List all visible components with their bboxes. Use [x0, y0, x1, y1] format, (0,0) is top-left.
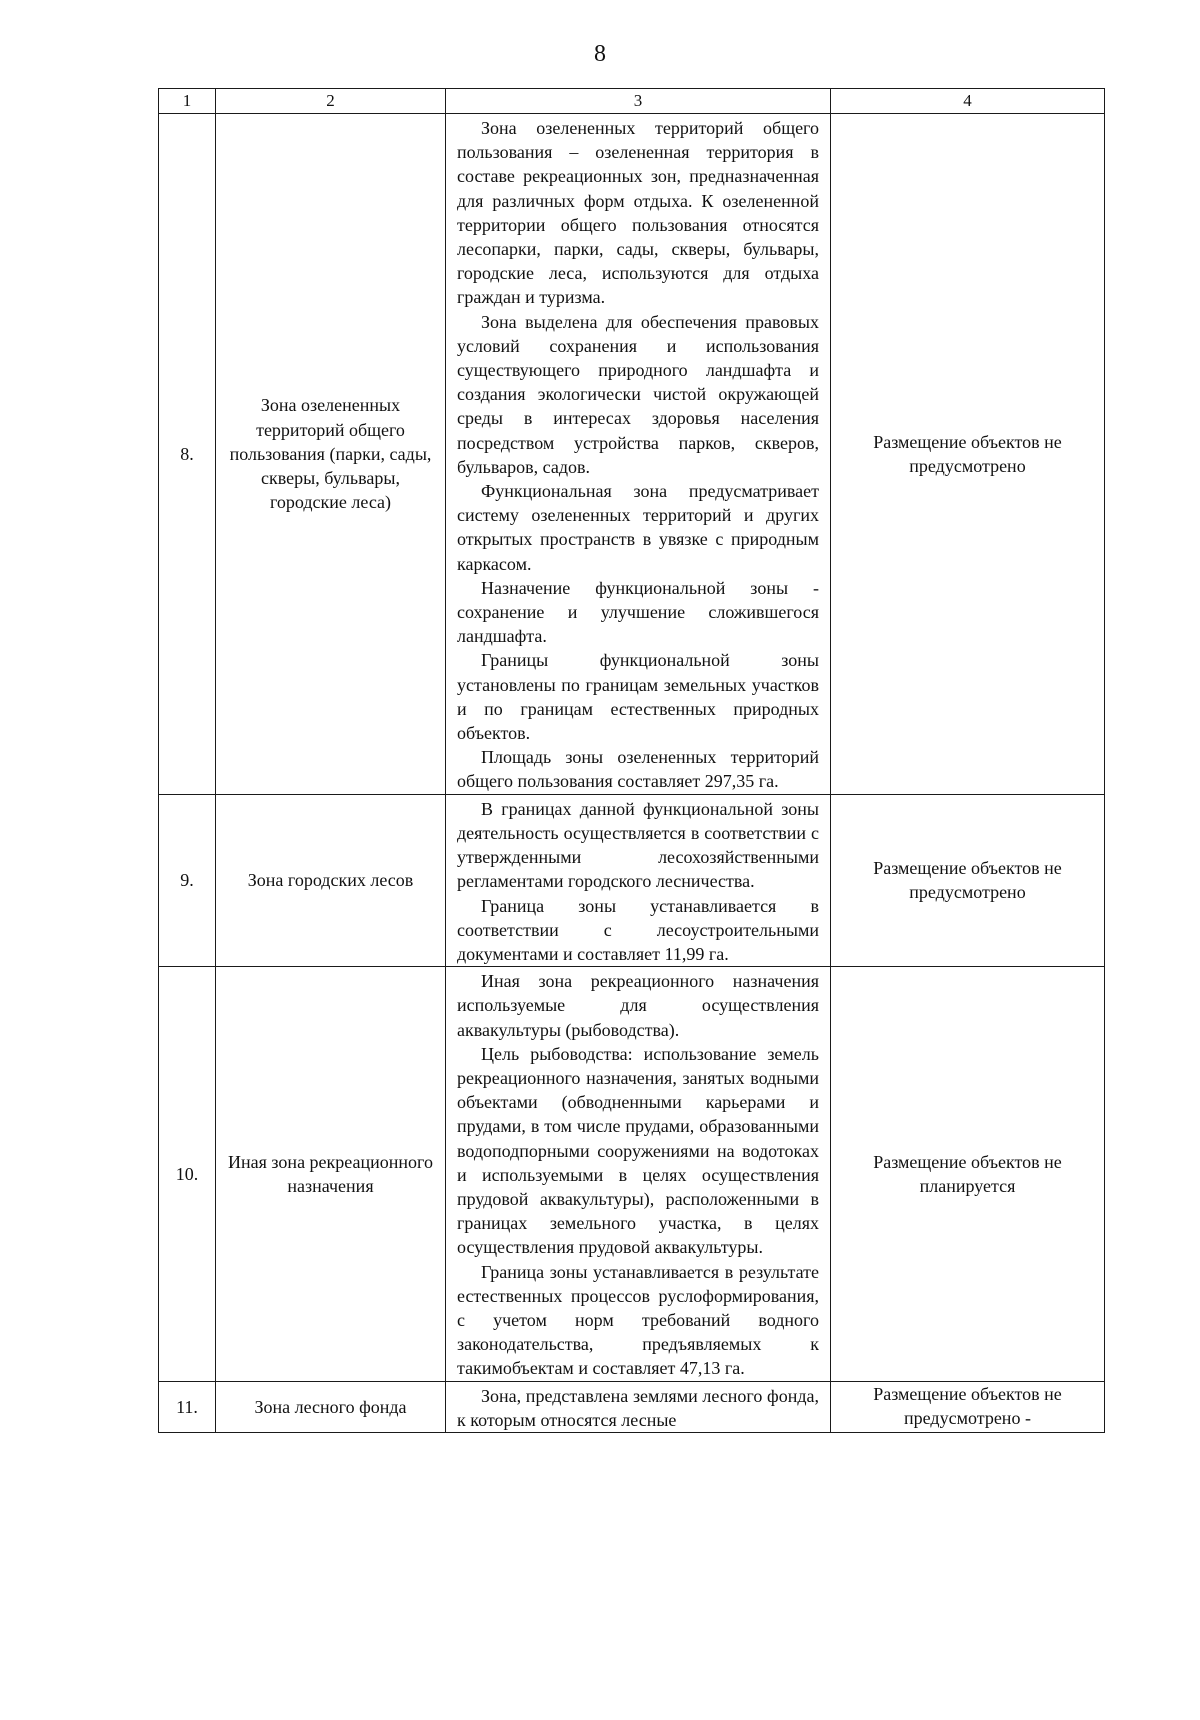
description-paragraph: Цель рыбоводства: использование земель рекреационного назначения, занятых водными объектами (обводненными карьерами и прудами, в том числе прудами, образованными водоподпорными сооружениями на водотоках и используемыми в целях осуществления прудовой аквакультуры), расположенными в границах земельного участка, в целях осуществления прудовой аквакультуры. — [457, 1043, 819, 1258]
column-header: 2 — [216, 89, 446, 114]
description-paragraph: Иная зона рекреационного назначения используемые для осуществления аквакультуры (рыбоводства). — [457, 971, 819, 1040]
row-number: 11. — [159, 1381, 216, 1432]
row-number: 8. — [159, 114, 216, 795]
row-number: 10. — [159, 967, 216, 1381]
description-paragraph: Границы функциональной зоны установлены по границам земельных участков и по границам естественных природных объектов. — [457, 650, 819, 744]
description-paragraph: Функциональная зона предусматривает систему озелененных территорий и других открытых пространств в увязке с природным каркасом. — [457, 481, 819, 574]
table-row — [159, 114, 1105, 795]
description-paragraph: Граница зоны устанавливается в соответствии с лесоустроительными документами и составляет 11,99 га. — [457, 895, 819, 964]
table-header-row — [159, 89, 1105, 114]
column-header: 4 — [831, 89, 1105, 114]
zone-description — [446, 1381, 831, 1432]
zone-description — [446, 967, 831, 1381]
zone-name: Зона лесного фонда — [216, 1381, 446, 1432]
column-header: 3 — [446, 89, 831, 114]
zone-name: Иная зона рекреационного назначения — [216, 967, 446, 1381]
objects-placement: Размещение объектов не предусмотрено - — [831, 1381, 1105, 1432]
page-number: 8 — [594, 41, 606, 67]
table-row — [159, 1381, 1105, 1432]
zone-description — [446, 114, 831, 795]
zone-name: Зона озелененных территорий общего пользования (парки, сады, скверы, бульвары, городские леса) — [216, 114, 446, 795]
description-paragraph: Зона озелененных территорий общего пользования – озелененная территория в составе рекреационных зон, предназначенная для различных форм отдыха. К озелененной территории общего пользования относятся лесопарки, парки, сады, скверы, бульвары, городские леса, используются для отдыха граждан и туризма. — [457, 118, 819, 308]
objects-placement: Размещение объектов не предусмотрено — [831, 114, 1105, 795]
zone-name: Зона городских лесов — [216, 794, 446, 966]
description-paragraph: Площадь зоны озелененных территорий общего пользования составляет 297,35 га. — [457, 747, 819, 792]
column-header: 1 — [159, 89, 216, 114]
table-row — [159, 967, 1105, 1381]
row-number: 9. — [159, 794, 216, 966]
description-paragraph: Граница зоны устанавливается в результате естественных процессов руслоформирования, с учетом норм требований водного законодательства, предъявляемых к такимобъектам и составляет 47,13 га. — [457, 1261, 819, 1379]
description-paragraph: Назначение функциональной зоны - сохранение и улучшение сложившегося ландшафта. — [457, 577, 819, 647]
description-paragraph: В границах данной функциональной зоны деятельность осуществляется в соответствии с утвержденными лесохозяйственными регламентами городского лесничества. — [457, 798, 819, 892]
objects-placement: Размещение объектов не предусмотрено — [831, 794, 1105, 966]
objects-placement: Размещение объектов не планируется — [831, 967, 1105, 1381]
description-paragraph: Зона, представлена землями лесного фонда, к которым относятся лесные — [457, 1385, 819, 1430]
zone-description — [446, 794, 831, 966]
description-paragraph: Зона выделена для обеспечения правовых условий сохранения и использования существующего природного ландшафта и создания экологически чистой окружающей среды в интересах здоровья населения посредством устройства парков, скверов, бульваров, садов. — [457, 311, 819, 477]
table-row — [159, 794, 1105, 966]
zones-table — [158, 88, 1105, 1433]
